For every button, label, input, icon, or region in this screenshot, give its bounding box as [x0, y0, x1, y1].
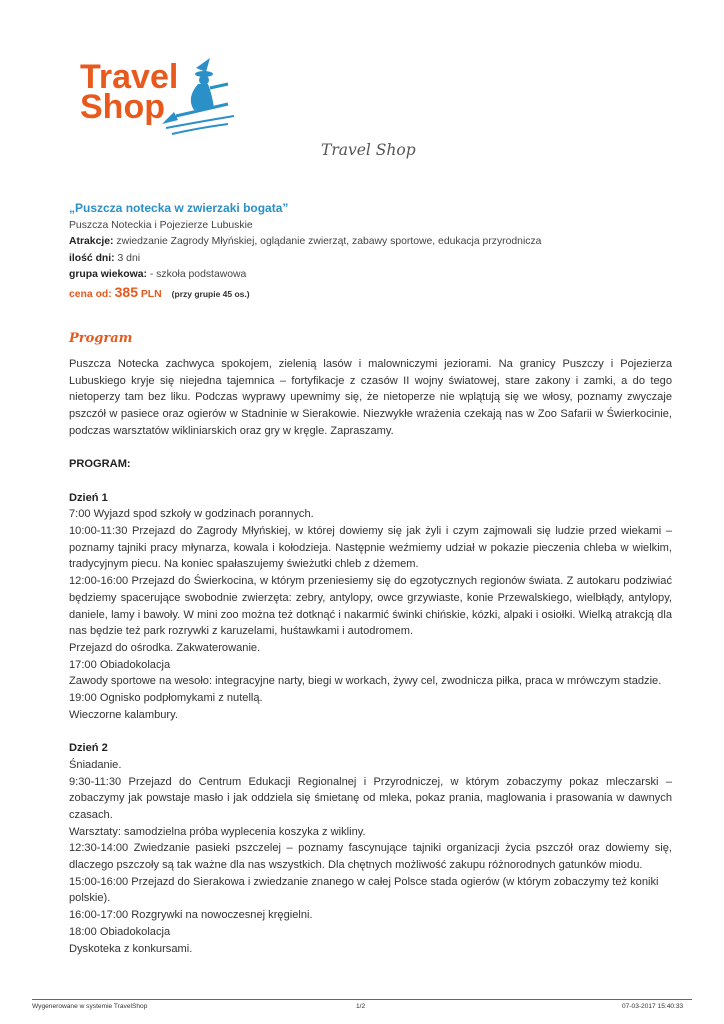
day2-item: 12:30-14:00 Zwiedzanie pasieki pszczelej – poznamy fascynujące tajniki organizacji życia pszczół oraz dowiemy się, dlaczego pszczoły są tak ważne dla nas wszystkich. Dla chętnych możliwość zakupu różnorodnych gatunków miodu.	[69, 842, 672, 872]
day1-item: Przejazd do ośrodka. Zakwaterowanie.	[69, 641, 261, 654]
day2-title: Dzień 2	[69, 742, 108, 755]
program-content	[69, 356, 672, 957]
day1-item: Zawody sportowe na wesoło: integracyjne narty, biegi w workach, żywy cel, zwodnicza piłka, praca w mrówczym stadzie.	[69, 675, 662, 688]
footer-page-number: 1/2	[356, 1003, 366, 1010]
program-heading: Program	[69, 331, 133, 346]
offer-age	[69, 267, 689, 283]
day2-item: 16:00-17:00 Rozgrywki na nowoczesnej kręgielni.	[69, 909, 313, 922]
price-note: (przy grupie 45 os.)	[171, 288, 250, 299]
footer-timestamp: 07-03-2017 15:40:33	[622, 1003, 684, 1010]
logo-text-line2: Shop	[80, 88, 165, 126]
price-currency: PLN	[140, 288, 162, 300]
offer-summary	[69, 200, 689, 303]
brand-name: Travel Shop	[321, 141, 416, 159]
footer-generated-by: Wygenerowane w systemie TravelShop	[32, 1003, 148, 1010]
logo-text-line1: Travel	[80, 58, 179, 96]
price-label: cena od:	[69, 288, 112, 300]
day1-item: 17:00 Obiadokolacja	[69, 658, 171, 671]
day2-item: 9:30-11:30 Przejazd do Centrum Edukacji Regionalnej i Przyrodniczej, w którym zobaczymy pokaz mleczarski – zobaczymy jak powstaje masło i jak oddziela się śmietanę od mleka, pokaz prania, maglowania i prasowania w dawnych czasach.	[69, 775, 672, 821]
offer-attractions	[69, 234, 689, 250]
day1-item: 7:00 Wyjazd spod szkoły w godzinach porannych.	[69, 508, 314, 521]
day1-title: Dzień 1	[69, 491, 108, 504]
age-value: - szkoła podstawowa	[146, 269, 247, 281]
offer-price	[69, 284, 689, 303]
travelshop-logo	[78, 54, 238, 136]
attractions-label: Atrakcje:	[69, 236, 114, 248]
offer-title: „Puszcza notecka w zwierzaki bogata”	[69, 201, 289, 215]
offer-region: Puszcza Noteckia i Pojezierze Lubuskie	[69, 220, 253, 231]
day2-item: Dyskoteka z konkursami.	[69, 942, 193, 955]
day2-item: Śniadanie.	[69, 758, 122, 771]
age-label: grupa wiekowa:	[69, 269, 147, 281]
day1-item: Wieczorne kalambury.	[69, 708, 178, 721]
day2-item: Warsztaty: samodzielna próba wyplecenia koszyka z wikliny.	[69, 825, 366, 838]
offer-days	[69, 251, 689, 267]
days-value: 3 dni	[114, 252, 141, 264]
footer-divider	[32, 999, 692, 1000]
program-label: PROGRAM:	[69, 458, 131, 471]
program-intro: Puszcza Notecka zachwyca spokojem, zielenią lasów i malowniczymi jeziorami. Na granicy Puszczy i Pojezierza Lubuskiego kryje się niejedna tajemnica – fortyfikacje z czasów II wojny światowej, stare zakony i zamki, a do tego nietoperzy tam bez liku. Podczas wyprawy upewnimy się, że nietoperze nie wplątują się we włosy, poznamy zwyczaje pszczół w pasiece oraz ogierów w Stadninie w Sierakowie. Niezwykłe wrażenia czekają nas w Zoo Safarii w Świerkocinie, podczas warsztatów wikliniarskich oraz gry w kręgle. Zapraszamy.	[69, 358, 672, 437]
day2-item: 15:00-16:00 Przejazd do Sierakowa i zwiedzanie znanego w całej Polsce stada ogierów (w którym zobaczymy też koniki polskie).	[69, 875, 659, 905]
day1-item: 12:00-16:00 Przejazd do Świerkocina, w którym przeniesiemy się do egzotycznych regionów świata. Z autokaru podziwiać będziemy spacerujące swobodnie zwierzęta: zebry, antylopy, owce grzywiaste, konie Przewalskiego, wielbłądy, antylopy, daniele, lamy i bawoły. W mini zoo można też dotknąć i nakarmić świnki chińskie, kózki, alpaki i osiołki. Wielką atrakcją dla nas będzie też park rozrywki z karuzelami, huśtawkami i autodromem.	[69, 575, 672, 638]
attractions-value: zwiedzanie Zagrody Młyńskiej, oglądanie zwierząt, zabawy sportowe, edukacja przyrodnicza	[113, 236, 542, 248]
price-value: 385	[114, 283, 138, 300]
day1-item: 19:00 Ognisko podpłomykami z nutellą.	[69, 692, 263, 705]
day1-item: 10:00-11:30 Przejazd do Zagrody Młyńskiej, w której dowiemy się jak żyli i czym zajmowali się ludzie przed wiekami – poznamy tajniki pracy młynarza, kowala i kołodzieja. Następnie weźmiemy udział w pokazie pieczenia chleba w wielkim, tradycyjnym piecu. Na koniec spałaszujemy świeżutki chleb z dżemem.	[69, 525, 672, 571]
days-label: ilość dni:	[69, 252, 115, 264]
day2-item: 18:00 Obiadokolacja	[69, 925, 171, 938]
